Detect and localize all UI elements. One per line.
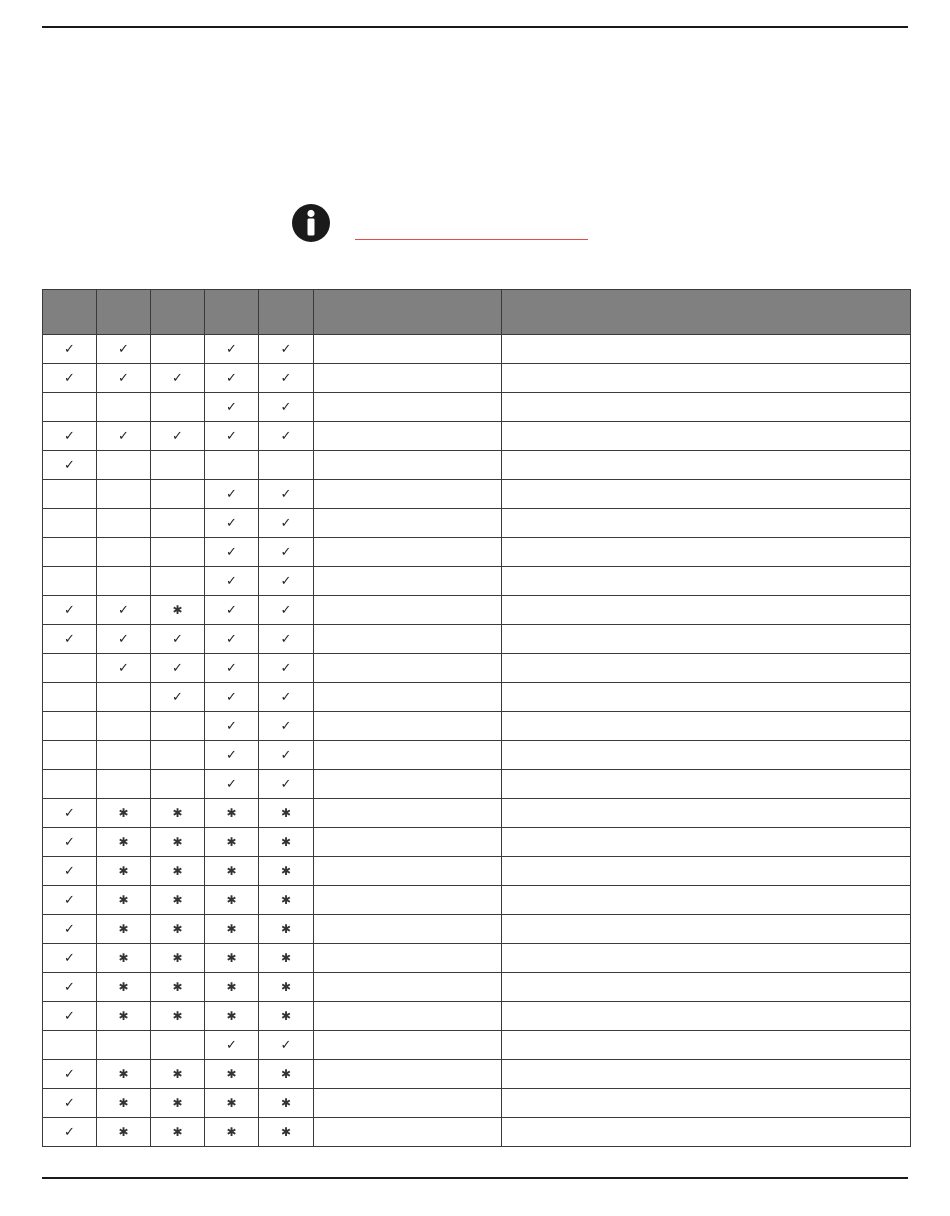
table-row	[43, 567, 911, 596]
description-cell	[502, 828, 911, 857]
description-cell	[502, 480, 911, 509]
check-icon: ✓	[205, 712, 259, 741]
table-row	[43, 683, 911, 712]
check-icon: ✓	[205, 567, 259, 596]
check-icon: ✓	[151, 364, 205, 393]
description-cell	[502, 567, 911, 596]
empty-cell	[43, 741, 97, 770]
empty-cell	[43, 480, 97, 509]
table-header-row	[43, 290, 911, 335]
asterisk-icon: ✱	[205, 915, 259, 944]
empty-cell	[151, 741, 205, 770]
check-icon: ✓	[97, 422, 151, 451]
check-icon: ✓	[259, 741, 314, 770]
asterisk-icon: ✱	[259, 886, 314, 915]
note-underline	[355, 239, 588, 240]
check-icon: ✓	[205, 596, 259, 625]
empty-cell	[97, 509, 151, 538]
empty-cell	[43, 538, 97, 567]
asterisk-icon: ✱	[259, 1089, 314, 1118]
name-cell	[314, 1060, 502, 1089]
empty-cell	[97, 451, 151, 480]
check-icon: ✓	[97, 335, 151, 364]
empty-cell	[43, 654, 97, 683]
description-cell	[502, 1089, 911, 1118]
name-cell	[314, 741, 502, 770]
table-row	[43, 944, 911, 973]
asterisk-icon: ✱	[259, 944, 314, 973]
name-cell	[314, 596, 502, 625]
empty-cell	[43, 393, 97, 422]
description-cell	[502, 1060, 911, 1089]
table-row	[43, 451, 911, 480]
asterisk-icon: ✱	[151, 1002, 205, 1031]
table-row	[43, 799, 911, 828]
check-icon: ✓	[43, 451, 97, 480]
check-icon: ✓	[205, 364, 259, 393]
empty-cell	[97, 683, 151, 712]
table-row	[43, 857, 911, 886]
name-cell	[314, 480, 502, 509]
name-cell	[314, 625, 502, 654]
check-icon: ✓	[43, 915, 97, 944]
check-icon: ✓	[97, 364, 151, 393]
check-icon: ✓	[205, 1031, 259, 1060]
table-row	[43, 973, 911, 1002]
column-header	[502, 290, 911, 335]
name-cell	[314, 393, 502, 422]
check-icon: ✓	[97, 654, 151, 683]
check-icon: ✓	[259, 364, 314, 393]
name-cell	[314, 770, 502, 799]
check-icon: ✓	[205, 335, 259, 364]
check-icon: ✓	[259, 335, 314, 364]
empty-cell	[97, 770, 151, 799]
description-cell	[502, 596, 911, 625]
table-row	[43, 509, 911, 538]
name-cell	[314, 915, 502, 944]
description-cell	[502, 683, 911, 712]
table-row	[43, 625, 911, 654]
empty-cell	[151, 1031, 205, 1060]
check-icon: ✓	[43, 625, 97, 654]
empty-cell	[151, 712, 205, 741]
check-icon: ✓	[205, 741, 259, 770]
asterisk-icon: ✱	[97, 1060, 151, 1089]
description-cell	[502, 1118, 911, 1147]
check-icon: ✓	[151, 625, 205, 654]
asterisk-icon: ✱	[151, 799, 205, 828]
check-icon: ✓	[259, 393, 314, 422]
asterisk-icon: ✱	[97, 1002, 151, 1031]
column-header	[259, 290, 314, 335]
column-header	[314, 290, 502, 335]
check-icon: ✓	[43, 973, 97, 1002]
description-cell	[502, 770, 911, 799]
asterisk-icon: ✱	[259, 915, 314, 944]
asterisk-icon: ✱	[151, 915, 205, 944]
table-row	[43, 828, 911, 857]
empty-cell	[97, 741, 151, 770]
description-cell	[502, 538, 911, 567]
description-cell	[502, 799, 911, 828]
check-icon: ✓	[259, 567, 314, 596]
asterisk-icon: ✱	[205, 828, 259, 857]
check-icon: ✓	[259, 538, 314, 567]
table-row	[43, 654, 911, 683]
empty-cell	[151, 567, 205, 596]
empty-cell	[151, 480, 205, 509]
asterisk-icon: ✱	[259, 1002, 314, 1031]
table-row	[43, 1118, 911, 1147]
table-row	[43, 1031, 911, 1060]
description-cell	[502, 625, 911, 654]
check-icon: ✓	[259, 654, 314, 683]
check-icon: ✓	[43, 944, 97, 973]
asterisk-icon: ✱	[259, 799, 314, 828]
asterisk-icon: ✱	[97, 857, 151, 886]
check-icon: ✓	[97, 596, 151, 625]
table-row	[43, 538, 911, 567]
asterisk-icon: ✱	[151, 828, 205, 857]
asterisk-icon: ✱	[97, 1118, 151, 1147]
check-icon: ✓	[259, 712, 314, 741]
empty-cell	[205, 451, 259, 480]
table-row	[43, 1089, 911, 1118]
asterisk-icon: ✱	[97, 944, 151, 973]
description-cell	[502, 973, 911, 1002]
name-cell	[314, 799, 502, 828]
table-row	[43, 770, 911, 799]
description-cell	[502, 1031, 911, 1060]
column-header	[97, 290, 151, 335]
empty-cell	[43, 770, 97, 799]
name-cell	[314, 335, 502, 364]
asterisk-icon: ✱	[97, 1089, 151, 1118]
check-icon: ✓	[205, 625, 259, 654]
empty-cell	[259, 451, 314, 480]
check-icon: ✓	[205, 683, 259, 712]
check-icon: ✓	[259, 625, 314, 654]
asterisk-icon: ✱	[259, 1060, 314, 1089]
bottom-rule	[42, 1177, 908, 1179]
name-cell	[314, 509, 502, 538]
name-cell	[314, 857, 502, 886]
name-cell	[314, 451, 502, 480]
empty-cell	[43, 712, 97, 741]
description-cell	[502, 944, 911, 973]
description-cell	[502, 451, 911, 480]
empty-cell	[151, 509, 205, 538]
name-cell	[314, 1118, 502, 1147]
check-icon: ✓	[43, 1002, 97, 1031]
empty-cell	[97, 538, 151, 567]
asterisk-icon: ✱	[205, 973, 259, 1002]
column-header	[43, 290, 97, 335]
empty-cell	[151, 451, 205, 480]
table-row	[43, 712, 911, 741]
empty-cell	[97, 480, 151, 509]
check-icon: ✓	[205, 509, 259, 538]
check-icon: ✓	[43, 1060, 97, 1089]
asterisk-icon: ✱	[151, 973, 205, 1002]
check-icon: ✓	[151, 422, 205, 451]
check-icon: ✓	[43, 1118, 97, 1147]
asterisk-icon: ✱	[151, 596, 205, 625]
check-icon: ✓	[259, 770, 314, 799]
check-icon: ✓	[43, 828, 97, 857]
name-cell	[314, 944, 502, 973]
check-icon: ✓	[259, 422, 314, 451]
check-icon: ✓	[205, 654, 259, 683]
empty-cell	[43, 567, 97, 596]
description-cell	[502, 712, 911, 741]
asterisk-icon: ✱	[97, 915, 151, 944]
description-cell	[502, 422, 911, 451]
empty-cell	[97, 712, 151, 741]
check-icon: ✓	[205, 480, 259, 509]
asterisk-icon: ✱	[205, 857, 259, 886]
check-icon: ✓	[205, 422, 259, 451]
name-cell	[314, 1002, 502, 1031]
table-row	[43, 741, 911, 770]
asterisk-icon: ✱	[151, 1089, 205, 1118]
asterisk-icon: ✱	[259, 857, 314, 886]
table-row	[43, 596, 911, 625]
empty-cell	[43, 683, 97, 712]
empty-cell	[151, 393, 205, 422]
check-icon: ✓	[205, 538, 259, 567]
empty-cell	[151, 770, 205, 799]
check-icon: ✓	[43, 886, 97, 915]
asterisk-icon: ✱	[97, 886, 151, 915]
asterisk-icon: ✱	[151, 944, 205, 973]
asterisk-icon: ✱	[97, 799, 151, 828]
empty-cell	[151, 538, 205, 567]
description-cell	[502, 886, 911, 915]
asterisk-icon: ✱	[151, 886, 205, 915]
table-row	[43, 422, 911, 451]
column-header	[151, 290, 205, 335]
check-icon: ✓	[43, 799, 97, 828]
column-header	[205, 290, 259, 335]
asterisk-icon: ✱	[259, 828, 314, 857]
table-row	[43, 1002, 911, 1031]
asterisk-icon: ✱	[205, 1118, 259, 1147]
check-icon: ✓	[259, 509, 314, 538]
check-icon: ✓	[259, 596, 314, 625]
check-icon: ✓	[43, 422, 97, 451]
asterisk-icon: ✱	[259, 973, 314, 1002]
asterisk-icon: ✱	[97, 973, 151, 1002]
check-icon: ✓	[259, 683, 314, 712]
table-row	[43, 393, 911, 422]
check-icon: ✓	[259, 1031, 314, 1060]
asterisk-icon: ✱	[151, 857, 205, 886]
empty-cell	[97, 567, 151, 596]
table-row	[43, 335, 911, 364]
info-icon	[291, 203, 331, 243]
check-icon: ✓	[43, 1089, 97, 1118]
name-cell	[314, 712, 502, 741]
name-cell	[314, 567, 502, 596]
check-icon: ✓	[43, 335, 97, 364]
description-cell	[502, 364, 911, 393]
name-cell	[314, 422, 502, 451]
empty-cell	[43, 509, 97, 538]
check-icon: ✓	[259, 480, 314, 509]
asterisk-icon: ✱	[151, 1060, 205, 1089]
empty-cell	[97, 1031, 151, 1060]
empty-cell	[43, 1031, 97, 1060]
check-icon: ✓	[205, 770, 259, 799]
asterisk-icon: ✱	[205, 1060, 259, 1089]
check-icon: ✓	[43, 364, 97, 393]
table-row	[43, 364, 911, 393]
description-cell	[502, 654, 911, 683]
table-row	[43, 1060, 911, 1089]
name-cell	[314, 828, 502, 857]
asterisk-icon: ✱	[205, 886, 259, 915]
description-cell	[502, 741, 911, 770]
description-cell	[502, 857, 911, 886]
name-cell	[314, 683, 502, 712]
name-cell	[314, 1089, 502, 1118]
check-icon: ✓	[43, 857, 97, 886]
check-icon: ✓	[151, 654, 205, 683]
description-cell	[502, 335, 911, 364]
asterisk-icon: ✱	[259, 1118, 314, 1147]
empty-cell	[151, 335, 205, 364]
table-row	[43, 886, 911, 915]
asterisk-icon: ✱	[205, 1089, 259, 1118]
name-cell	[314, 973, 502, 1002]
asterisk-icon: ✱	[205, 944, 259, 973]
description-cell	[502, 509, 911, 538]
description-cell	[502, 915, 911, 944]
name-cell	[314, 538, 502, 567]
table-body	[43, 335, 911, 1147]
table-row	[43, 915, 911, 944]
description-cell	[502, 1002, 911, 1031]
feature-table	[42, 289, 911, 1147]
name-cell	[314, 886, 502, 915]
name-cell	[314, 654, 502, 683]
name-cell	[314, 1031, 502, 1060]
description-cell	[502, 393, 911, 422]
check-icon: ✓	[97, 625, 151, 654]
empty-cell	[97, 393, 151, 422]
check-icon: ✓	[151, 683, 205, 712]
asterisk-icon: ✱	[205, 1002, 259, 1031]
table-row	[43, 480, 911, 509]
asterisk-icon: ✱	[97, 828, 151, 857]
asterisk-icon: ✱	[151, 1118, 205, 1147]
check-icon: ✓	[205, 393, 259, 422]
check-icon: ✓	[43, 596, 97, 625]
asterisk-icon: ✱	[205, 799, 259, 828]
name-cell	[314, 364, 502, 393]
top-rule	[42, 26, 908, 28]
